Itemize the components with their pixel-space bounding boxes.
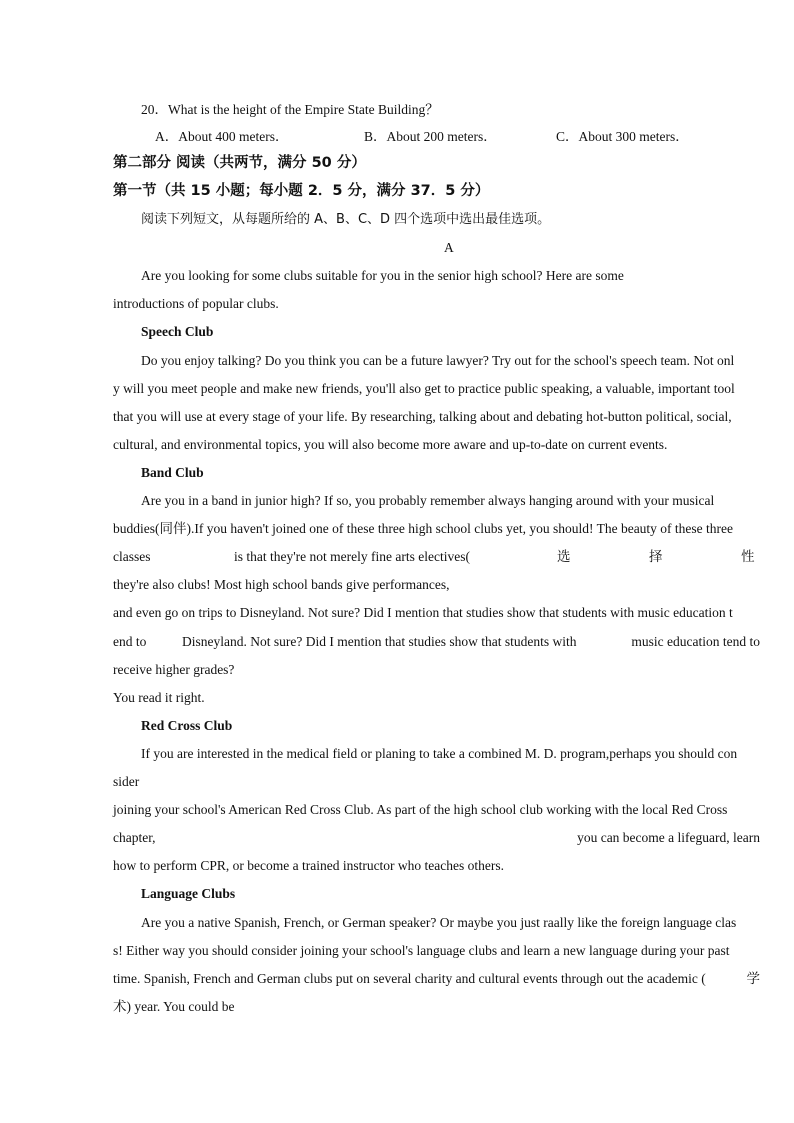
band-club-title: Band Club — [141, 465, 204, 480]
band-line-5: and even go on trips to Disneyland. Not sure? Did I mention that studies show that students with music education t — [113, 605, 733, 620]
intro-line-2: introductions of popular clubs. — [113, 296, 279, 311]
band-line-1: Are you in a band in junior high? If so, you probably remember always hanging around with your musical — [141, 493, 715, 508]
redcross-line-3: joining your school's American Red Cross Club. As part of the high school club working with the local Red Cross — [113, 802, 728, 817]
section1-heading: 第一节（共 15 小题；每小题 2．5 分，满分 37．5 分） — [113, 183, 490, 199]
speech-line-1: Do you enjoy talking? Do you think you can be a future lawyer? Try out for the school's speech team. Not onl — [141, 353, 735, 368]
language-line-3-cjk: 学 — [746, 971, 760, 987]
band-line-2: buddies(同伴).If you haven't joined one of these three high school clubs yet, you should! The beauty of these three — [113, 521, 734, 536]
band-line-3-cjk-2: 择 — [649, 549, 663, 565]
part2-heading: 第二部分 阅读（共两节，满分 50 分） — [113, 155, 366, 171]
question-20-option-c: C．About 300 meters． — [556, 129, 689, 144]
band-line-6-part-2: Disneyland. Not sure? Did I mention that studies show that students with — [182, 634, 577, 649]
language-clubs-title: Language Clubs — [141, 886, 236, 901]
question-20-stem: 20．What is the height of the Empire State Building？ — [141, 102, 439, 117]
speech-line-2: y will you meet people and make new friends, you'll also get to practice public speaking, a valuable, important tool — [113, 381, 735, 396]
band-line-3-cjk-1: 选 — [557, 549, 571, 565]
speech-line-4: cultural, and environmental topics, you will also become more aware and up-to-date on current events. — [113, 437, 668, 452]
speech-club-title: Speech Club — [141, 324, 214, 339]
band-line-6-part-3: music education tend to — [631, 634, 760, 649]
redcross-line-1: If you are interested in the medical field or planing to take a combined M. D. program,perhaps you should con — [141, 746, 738, 761]
language-line-1: Are you a native Spanish, French, or German speaker? Or maybe you just raally like the foreign language clas — [141, 915, 737, 930]
band-line-3-electives: is that they're not merely fine arts electives( — [234, 549, 470, 564]
band-line-6-part-1: end to — [113, 634, 147, 649]
redcross-line-5: how to perform CPR, or become a trained instructor who teaches others. — [113, 858, 505, 873]
band-line-8: You read it right. — [113, 690, 205, 705]
band-line-3-word-classes: classes — [113, 549, 151, 564]
band-line-3-cjk-3: 性 — [741, 549, 755, 565]
question-20-option-a: A．About 400 meters． — [155, 129, 289, 144]
question-20-option-b: B．About 200 meters． — [364, 129, 497, 144]
band-line-7: receive higher grades? — [113, 662, 235, 677]
speech-line-3: that you will use at every stage of your life. By researching, talking about and debating hot-button political, social, — [113, 409, 732, 424]
redcross-line-2: sider — [113, 774, 140, 789]
reading-instruction: 阅读下列短文，从每题所给的 A、B、C、D 四个选项中选出最佳选项。 — [141, 212, 551, 227]
redcross-line-4-part-1: chapter, — [113, 830, 156, 845]
intro-line-1: Are you looking for some clubs suitable for you in the senior high school? Here are some — [141, 268, 624, 283]
redcross-line-4-part-2: you can become a lifeguard, learn — [577, 830, 760, 845]
passage-label: A — [444, 240, 454, 255]
language-line-3-part-1: time. Spanish, French and German clubs put on several charity and cultural events through out the academic ( — [113, 971, 706, 986]
red-cross-club-title: Red Cross Club — [141, 718, 233, 733]
language-line-4: 术) year. You could be — [113, 999, 235, 1014]
band-line-4: they're also clubs! Most high school bands give performances, — [113, 577, 450, 592]
language-line-2: s! Either way you should consider joining your school's language clubs and learn a new language during your past — [113, 943, 730, 958]
